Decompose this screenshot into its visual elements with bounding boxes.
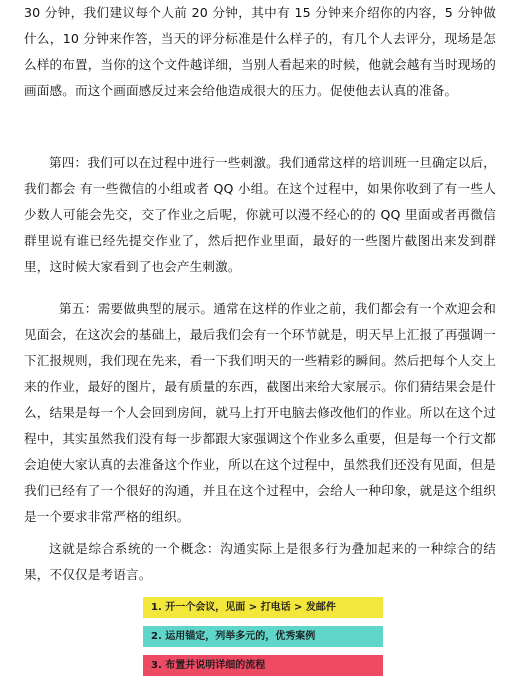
paragraph-intro: 30 分钟，我们建议每个人前 20 分钟，其中有 15 分钟来介绍你的内容，5 分钟做什么，10 分钟来作答，当天的评分标准是什么样子的，有几个人去评分，现场是怎么样的布置，当你的这个文件越详细，当别人看起来的时候，他就会越有当时现场的画面感。而这个画面感反过来会给他造成很大的压力。促使他去认真的准备。	[24, 5, 496, 98]
paragraph-summary: 这就是综合系统的一个概念：沟通实际上是很多行为叠加起来的一种综合的结果，不仅仅是考语言。	[24, 541, 496, 582]
paragraph-step-four: 第四：我们可以在过程中进行一些刺激。我们通常这样的培训班一旦确定以后，我们都会 有一些微信的小组或者 QQ 小组。在这个过程中，如果你收到了有一些人少数人可能会先交，交了作业之后呢，你就可以漫不经心的的 QQ 里面或者再微信群里说有谁已经先提交作业了，然后把作业里面，最好的一些图片截图出来发到群里，这时候大家看到了也会产生刺激。	[24, 155, 496, 274]
paragraph-step-five: 第五：需要做典型的展示。通常在这样的作业之前，我们都会有一个欢迎会和见面会，在这次会的基础上，最后我们会有一个环节就是，明天早上汇报了再强调一下汇报规则，我们现在先来，看一下我们明天的一些精彩的瞬间。然后把每个人交上来的作业，最好的图片，最有质量的东西，截图出来给大家展示。你们猜结果会是什么，结果是每一个人会回到房间，就马上打开电脑去修改他们的作业。所以在这个过程中，其实虽然我们没有每一步都跟大家强调这个作业多么重要，但是每一个行文都会迫使大家认真的去准备这个作业，所以在这个过程中，虽然我们还没有见面，但是我们已经有了一个很好的沟通，并且在这个过程中，会给人一种印象，就是这个组织是一个要求非常严格的组织。	[24, 301, 496, 524]
step-bar-2: 2. 运用锚定，列举多元的，优秀案例	[143, 626, 383, 647]
step-bar-1: 1. 开一个会议，见面 > 打电话 > 发邮件	[143, 597, 383, 618]
steps-diagram	[143, 597, 383, 684]
step-bar-3: 3. 布置并说明详细的流程	[143, 655, 383, 676]
